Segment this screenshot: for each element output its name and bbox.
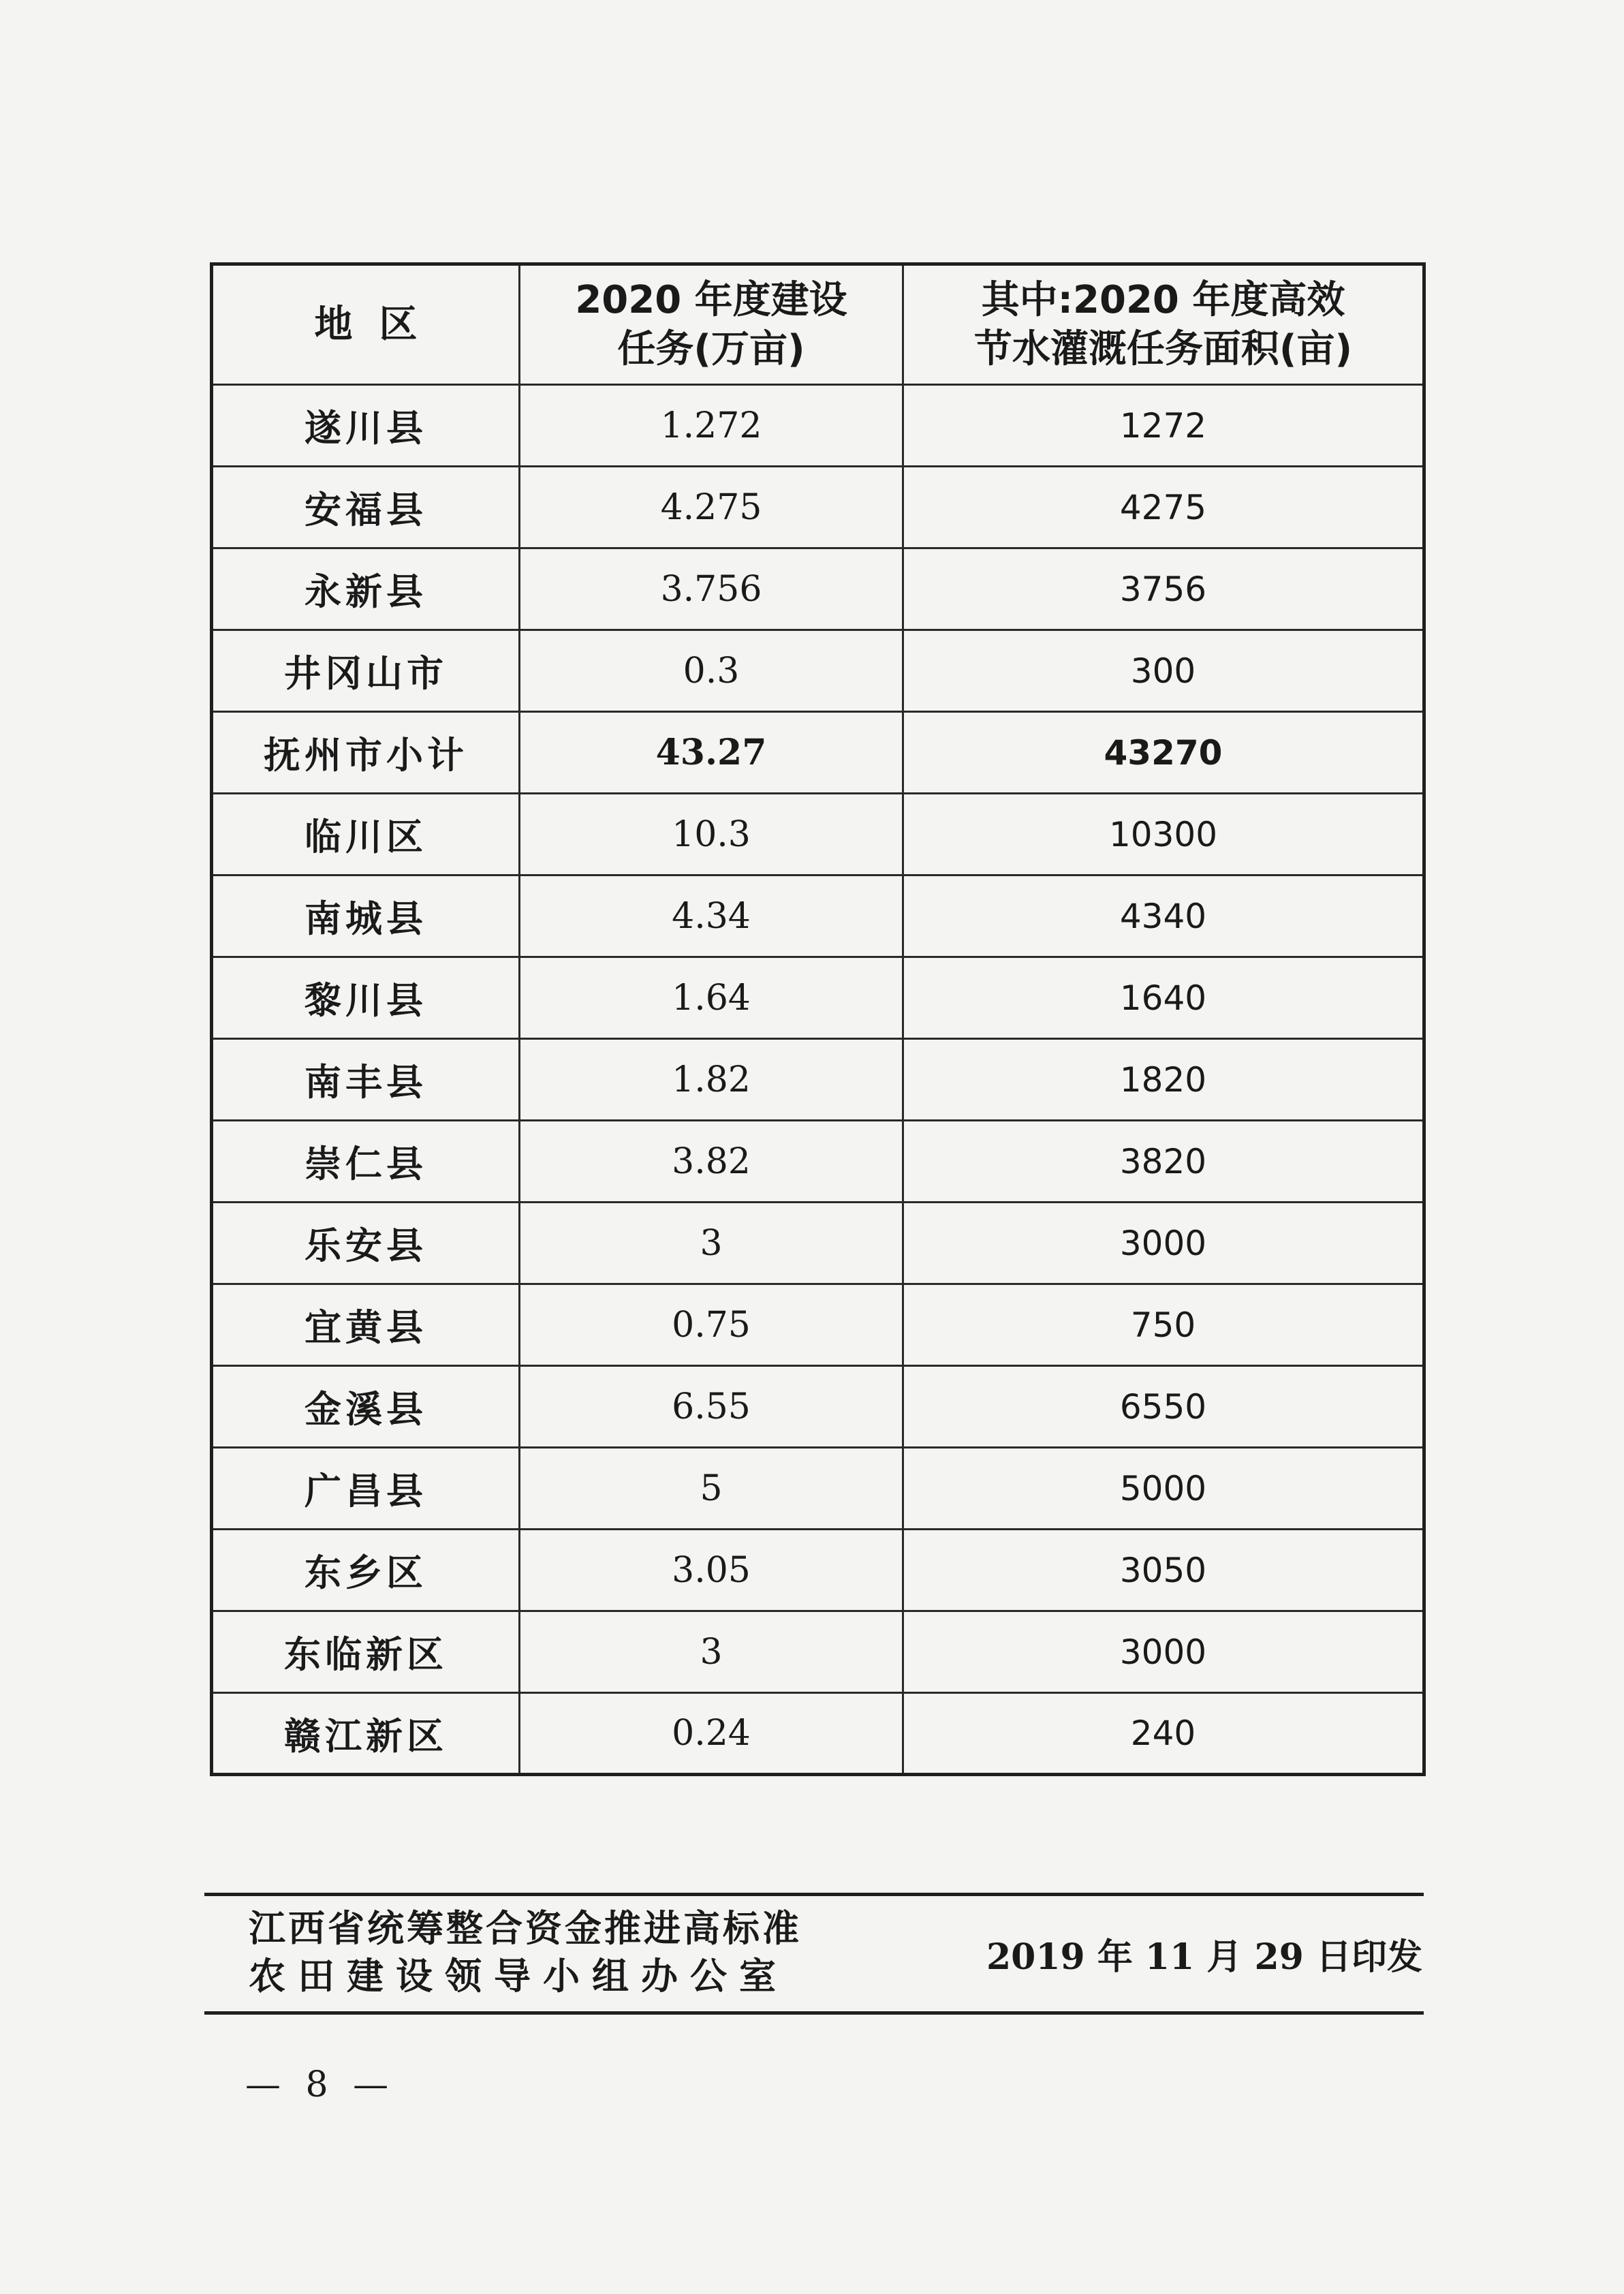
region-cell: 乐安县 <box>212 1203 520 1284</box>
region-cell: 永新县 <box>212 548 520 630</box>
area-cell: 1272 <box>903 385 1424 467</box>
area-cell: 6550 <box>903 1366 1424 1448</box>
table-row <box>212 385 1424 467</box>
area-cell: 1820 <box>903 1039 1424 1121</box>
area-cell: 3050 <box>903 1530 1424 1611</box>
area-cell: 300 <box>903 630 1424 712</box>
task-cell: 0.75 <box>520 1284 903 1366</box>
area-cell: 43270 <box>903 712 1424 794</box>
area-cell: 3000 <box>903 1611 1424 1693</box>
header-task-line2: 任务(万亩) <box>617 326 805 371</box>
table-row <box>212 1530 1424 1611</box>
task-cell: 0.3 <box>520 630 903 712</box>
area-cell: 4275 <box>903 467 1424 548</box>
table-row <box>212 794 1424 875</box>
region-cell: 东乡区 <box>212 1530 520 1611</box>
table-row <box>212 467 1424 548</box>
table-header-row <box>212 264 1424 385</box>
issuer-line-1: 江西省统筹整合资金推进高标准 <box>249 1906 802 1950</box>
footer-bottom-rule <box>204 2011 1424 2015</box>
region-cell: 金溪县 <box>212 1366 520 1448</box>
header-area-line2: 节水灌溉任务面积(亩) <box>973 326 1353 371</box>
area-cell: 3000 <box>903 1203 1424 1284</box>
table-row <box>212 548 1424 630</box>
region-cell: 崇仁县 <box>212 1121 520 1203</box>
task-cell: 1.64 <box>520 957 903 1039</box>
table-row <box>212 1366 1424 1448</box>
table-row <box>212 1203 1424 1284</box>
table-row <box>212 1121 1424 1203</box>
region-cell: 东临新区 <box>212 1611 520 1693</box>
region-cell: 宜黄县 <box>212 1284 520 1366</box>
table-row <box>212 957 1424 1039</box>
task-cell: 1.272 <box>520 385 903 467</box>
table-row-subtotal <box>212 712 1424 794</box>
region-cell: 黎川县 <box>212 957 520 1039</box>
region-cell: 广昌县 <box>212 1448 520 1530</box>
area-cell: 5000 <box>903 1448 1424 1530</box>
table-row <box>212 1284 1424 1366</box>
region-cell: 临川区 <box>212 794 520 875</box>
task-cell: 0.24 <box>520 1693 903 1775</box>
table-row <box>212 1448 1424 1530</box>
area-cell: 750 <box>903 1284 1424 1366</box>
area-cell: 3756 <box>903 548 1424 630</box>
header-region: 地 区 <box>212 264 520 385</box>
table-row <box>212 1693 1424 1775</box>
task-cell: 5 <box>520 1448 903 1530</box>
area-cell: 3820 <box>903 1121 1424 1203</box>
task-cell: 6.55 <box>520 1366 903 1448</box>
task-cell: 43.27 <box>520 712 903 794</box>
region-cell: 南丰县 <box>212 1039 520 1121</box>
header-area-line1: 其中:2020 年度高效 <box>981 277 1345 322</box>
region-cell: 井冈山市 <box>212 630 520 712</box>
task-cell: 3.756 <box>520 548 903 630</box>
task-cell: 3.05 <box>520 1530 903 1611</box>
region-cell: 安福县 <box>212 467 520 548</box>
area-cell: 10300 <box>903 794 1424 875</box>
table-body <box>212 385 1424 1775</box>
task-cell: 1.82 <box>520 1039 903 1121</box>
issuer-block <box>249 1904 802 2000</box>
header-task-line1: 2020 年度建设 <box>575 277 847 322</box>
allocation-table <box>210 262 1426 1776</box>
region-cell: 南城县 <box>212 875 520 957</box>
task-cell: 10.3 <box>520 794 903 875</box>
region-cell: 遂川县 <box>212 385 520 467</box>
table-row <box>212 1039 1424 1121</box>
task-cell: 3 <box>520 1203 903 1284</box>
region-cell: 抚州市小计 <box>212 712 520 794</box>
table-row <box>212 630 1424 712</box>
task-cell: 4.34 <box>520 875 903 957</box>
header-construction-task <box>520 264 903 385</box>
issuer-line-2: 农田建设领导小组办公室 <box>249 1954 788 1998</box>
table-row <box>212 1611 1424 1693</box>
page-number: — 8 — <box>245 2064 396 2105</box>
area-cell: 4340 <box>903 875 1424 957</box>
task-cell: 3 <box>520 1611 903 1693</box>
table-row <box>212 875 1424 957</box>
task-cell: 4.275 <box>520 467 903 548</box>
area-cell: 1640 <box>903 957 1424 1039</box>
footer-top-rule <box>204 1893 1424 1896</box>
region-cell: 赣江新区 <box>212 1693 520 1775</box>
area-cell: 240 <box>903 1693 1424 1775</box>
issue-date: 2019 年 11 月 29 日印发 <box>986 1936 1422 1978</box>
header-irrigation-area <box>903 264 1424 385</box>
task-cell: 3.82 <box>520 1121 903 1203</box>
